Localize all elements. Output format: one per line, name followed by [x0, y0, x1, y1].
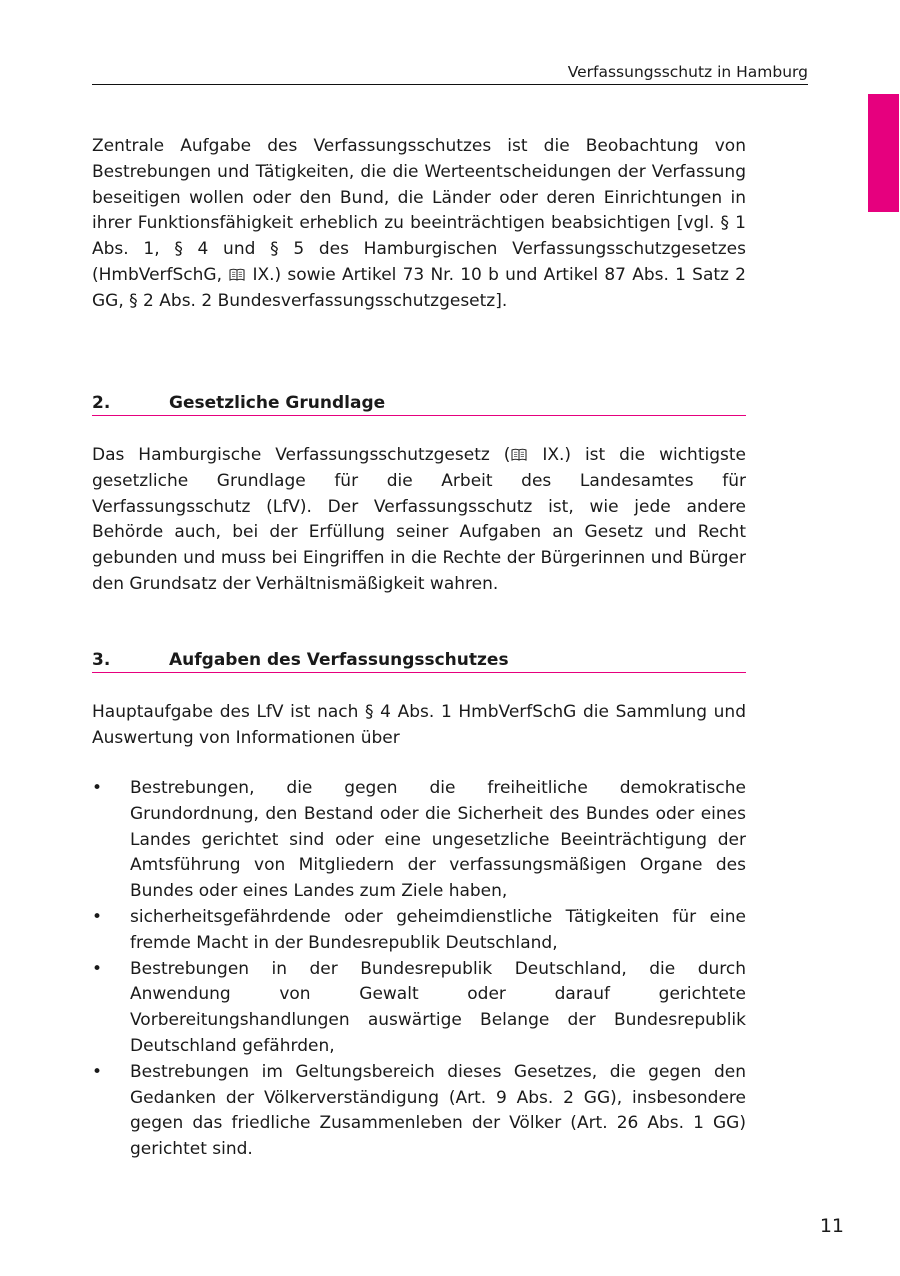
section-2-text-part-2: IX.) ist die wichtigste gesetzliche Grundlage für die Arbeit des Landesamtes für Verfassungsschutz (LfV). Der Verfassungsschutz ist, wie jede andere Behörde auch, bei der Erfüllung seiner Aufgaben an Gesetz und Recht gebunden und muss bei Eingriffen in die Rechte der Bürgerinnen und Bürger den Grundsatz der Verhältnismäßigkeit wahren.	[92, 445, 746, 594]
chapter-tab-marker	[868, 94, 899, 212]
bullet-marker: •	[92, 906, 103, 927]
section-2-text-part-1: Das Hamburgische Verfassungsschutzgesetz (	[92, 445, 511, 465]
intro-text-part-1: Zentrale Aufgabe des Verfassungsschutzes ist die Beobachtung von Bestrebungen und Tätigkeiten, die die Werteentscheidungen der Verfassung beseitigen wollen oder den Bund, die Länder oder deren Einrichtungen in ihrer Funktionsfähigkeit erheblich zu beeinträchtigen beabsichtigen [vgl. § 1 Abs. 1, § 4 und § 5 des Hamburgischen Verfassungsschutzgesetzes (HmbVerfSchG,	[92, 136, 746, 285]
section-3-intro: Hauptaufgabe des LfV ist nach § 4 Abs. 1 HmbVerfSchG die Sammlung und Auswertung von Informationen über	[92, 702, 746, 748]
book-icon	[511, 448, 527, 461]
list-item	[92, 905, 746, 957]
intro-paragraph	[92, 134, 746, 315]
list-item-text: Bestrebungen im Geltungsbereich dieses Gesetzes, die gegen den Gedanken der Völkerverständigung (Art. 9 Abs. 2 GG), insbesondere gegen das friedliche Zusammenleben der Völker (Art. 26 Abs. 1 GG) gerichtet sind.	[130, 1061, 746, 1160]
section-3-title: Aufgaben des Verfassungsschutzes	[169, 650, 509, 670]
page-number: 11	[819, 1215, 844, 1237]
bullet-marker: •	[92, 1061, 103, 1082]
list-item	[92, 776, 746, 905]
list-item	[92, 957, 746, 1060]
section-3-heading	[92, 650, 746, 673]
list-item	[92, 1060, 746, 1163]
task-bullet-list	[92, 776, 746, 1163]
bullet-marker: •	[92, 958, 103, 979]
section-2-paragraph	[92, 443, 746, 598]
bullet-marker: •	[92, 778, 103, 798]
section-3-number: 3.	[92, 650, 111, 670]
intro-text-part-2: IX.) sowie Artikel 73 Nr. 10 b und Artikel 87 Abs. 1 Satz 2 GG, § 2 Abs. 2 Bundesverfassungsschutzgesetz].	[92, 264, 746, 311]
running-title: Verfassungsschutz in Hamburg	[567, 63, 808, 81]
list-item-text: Bestrebungen in der Bundesrepublik Deutschland, die durch Anwendung von Gewalt oder darauf gerichtete Vorbereitungshandlungen auswärtige Belange der Bundesrepublik Deutschland gefährden,	[130, 958, 746, 1056]
book-icon	[229, 268, 245, 281]
list-item-text: sicherheitsgefährdende oder geheimdienstliche Tätigkeiten für eine fremde Macht in der Bundesrepublik Deutschland,	[130, 906, 746, 953]
section-2-heading	[92, 393, 746, 416]
section-2-title: Gesetzliche Grundlage	[169, 393, 386, 413]
running-header	[92, 62, 808, 85]
list-item-text: Bestrebungen, die gegen die freiheitliche demokratische Grundordnung, den Bestand oder die Sicherheit des Bundes oder eines Landes gerichtet sind oder eine ungesetzliche Beeinträchtigung der Amtsführung von Mitgliedern der verfassungsmäßigen Organe des Bundes oder eines Landes zum Ziele haben,	[130, 778, 746, 902]
section-2-number: 2.	[92, 393, 111, 413]
